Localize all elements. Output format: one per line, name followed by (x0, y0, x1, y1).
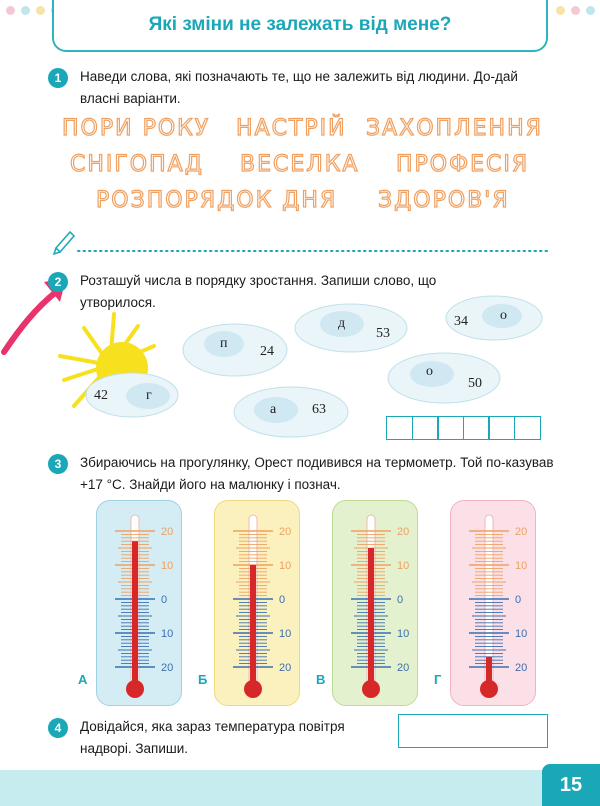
word-snowfall: СНІГОПАД (70, 152, 204, 177)
scale-label: 20 (397, 526, 410, 538)
scale-label: 10 (161, 628, 174, 640)
scale-label: 10 (279, 628, 292, 640)
scale-label: 10 (515, 628, 528, 640)
cloud-letter: г (146, 388, 152, 403)
task3-text: Збираючись на прогулянку, Орест подивився на термометр. Той по-казував +17 °С. Знайди його на малюнку і познач. (80, 455, 554, 492)
scale-label: 10 (515, 560, 528, 572)
mercury-bulb (362, 680, 380, 698)
cloud-number: 34 (454, 314, 468, 329)
cloud-number: 53 (376, 326, 390, 341)
scale-label: 20 (279, 662, 292, 674)
scale-label: 20 (279, 526, 292, 538)
cloud-number: 24 (260, 344, 274, 359)
pencil-icon (54, 232, 74, 254)
footer-band (0, 770, 600, 806)
scale-label: 0 (161, 594, 168, 606)
task1-text: Наведи слова, які позначають те, що не залежить від людини. До-дай власні варіанти. (80, 69, 518, 106)
scale-label: 10 (397, 560, 410, 572)
task3-number: 3 (48, 454, 68, 474)
word-daily-routine: РОЗПОРЯДОК ДНЯ (96, 188, 338, 213)
mercury-column (250, 565, 256, 687)
cloud-number: 50 (468, 376, 482, 391)
thermometer-label-g: Г (434, 672, 442, 687)
task4-number: 4 (48, 718, 68, 738)
cloud-a (232, 384, 350, 445)
cloud-o-34 (444, 294, 544, 349)
word-mood: НАСТРІЙ (236, 116, 347, 141)
mercury-bulb (126, 680, 144, 698)
mercury-column (132, 541, 138, 687)
answer-box[interactable] (488, 416, 515, 440)
thermometer-g[interactable] (450, 500, 536, 706)
cloud-g (84, 370, 180, 425)
cloud-letter: п (220, 336, 228, 351)
cloud-p (180, 318, 290, 383)
scale-label: 20 (161, 662, 174, 674)
task1-number: 1 (48, 68, 68, 88)
answer-box[interactable] (463, 416, 490, 440)
page-title: Які зміни не залежать від мене? (148, 14, 452, 35)
answer-word-boxes[interactable] (386, 416, 539, 440)
answer-box[interactable] (412, 416, 439, 440)
page-number: 15 (542, 764, 600, 806)
scale-label: 20 (161, 526, 174, 538)
thermometer-label-v: В (316, 672, 326, 687)
answer-box[interactable] (514, 416, 541, 440)
scale-label: 10 (279, 560, 292, 572)
scale-label: 0 (515, 594, 522, 606)
cloud-letter: о (426, 364, 433, 379)
cloud-number: 63 (312, 402, 326, 417)
thermometer-b[interactable] (214, 500, 300, 706)
mercury-column (368, 548, 374, 687)
mercury-bulb (244, 680, 262, 698)
scale-label: 0 (279, 594, 286, 606)
header-dots-right (556, 6, 600, 16)
cloud-letter: а (270, 402, 277, 417)
word-profession: ПРОФЕСІЯ (396, 152, 530, 177)
word-hobby: ЗАХОПЛЕННЯ (366, 116, 543, 141)
thermometer-label-a: А (78, 672, 88, 687)
cloud-number: 42 (94, 388, 108, 403)
word-rainbow: ВЕСЕЛКА (240, 152, 360, 177)
scale-label: 20 (515, 526, 528, 538)
thermometer-a[interactable] (96, 500, 182, 706)
pencil-writing-line[interactable] (52, 226, 552, 256)
task4-text: Довідайся, яка зараз температура повітря надворі. Запиши. (80, 719, 345, 756)
thermometer-label-b: Б (198, 672, 208, 687)
task2-number: 2 (48, 272, 68, 292)
cloud-letter: д (338, 316, 346, 331)
thermometer-v[interactable] (332, 500, 418, 706)
word-seasons: ПОРИ РОКУ (62, 116, 211, 141)
title-box (52, 0, 548, 52)
answer-box[interactable] (386, 416, 413, 440)
cloud-o-50 (386, 350, 502, 411)
temperature-answer-box[interactable] (398, 714, 548, 748)
scale-label: 10 (397, 628, 410, 640)
scale-label: 20 (515, 662, 528, 674)
scale-label: 10 (161, 560, 174, 572)
scale-label: 20 (397, 662, 410, 674)
mercury-bulb (480, 680, 498, 698)
answer-box[interactable] (437, 416, 464, 440)
task2-text: Розташуй числа в порядку зростання. Запиши слово, що утворилося. (80, 273, 437, 310)
cloud-letter: о (500, 308, 507, 323)
scale-label: 0 (397, 594, 404, 606)
word-health: ЗДОРОВ'Я (378, 188, 510, 213)
